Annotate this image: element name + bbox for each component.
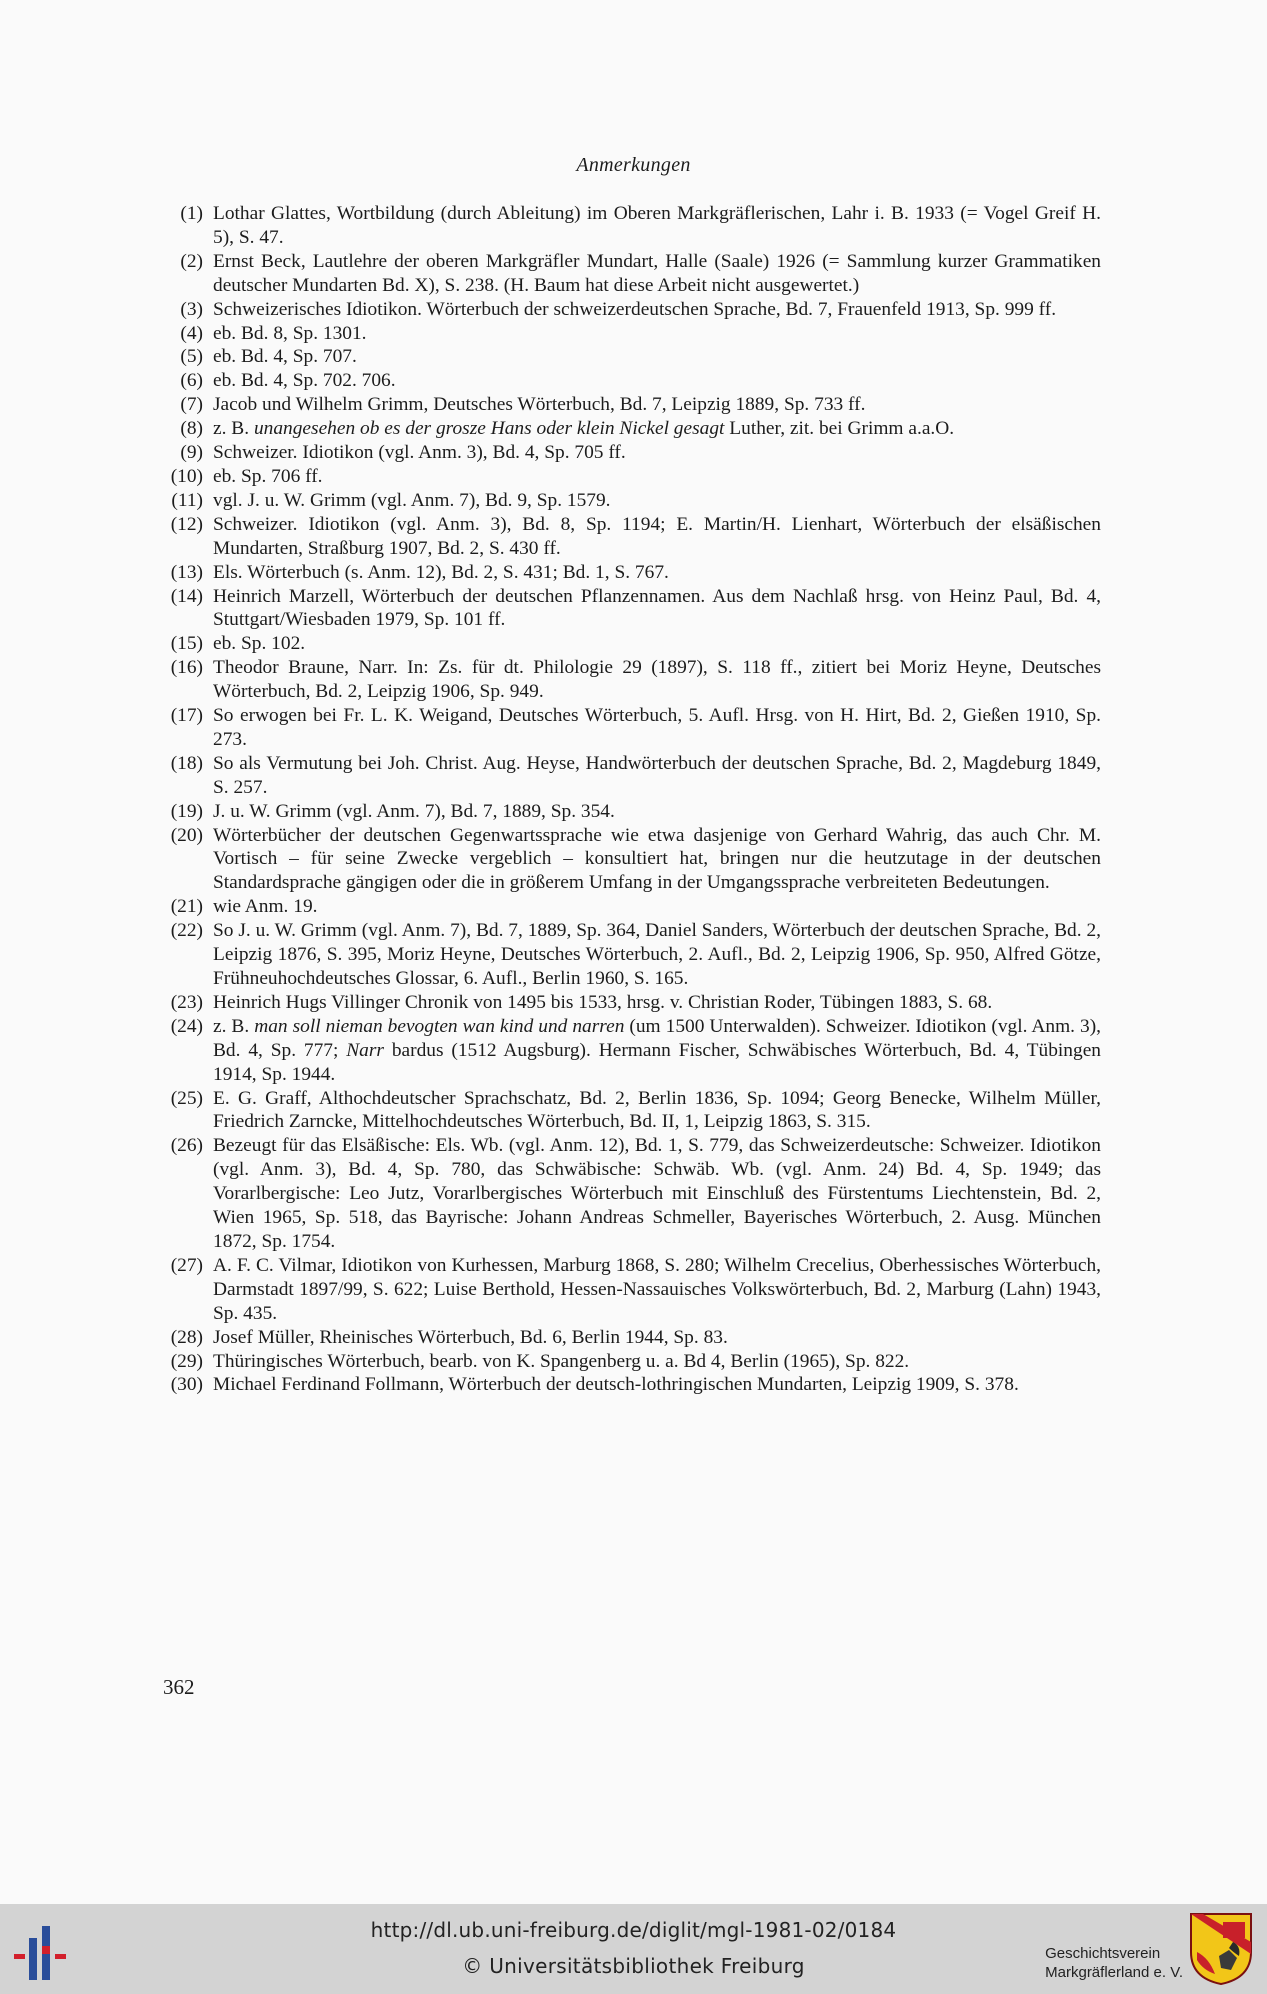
endnote-italic-quote: Narr: [346, 1039, 384, 1061]
endnote-text: eb. Sp. 706 ff.: [213, 465, 323, 487]
endnote-number: (9): [180, 442, 203, 464]
page-number: 362: [163, 1675, 195, 1699]
endnote-text: Heinrich Hugs Villinger Chronik von 1495 bis 1533, hrsg. v. Christian Roder, Tübingen 1883, S. 68.: [213, 991, 993, 1013]
endnote-number: (26): [170, 1135, 203, 1157]
endnote-number: (6): [180, 370, 203, 392]
endnote-number: (21): [170, 896, 203, 918]
endnote-item: [160, 1350, 1101, 1374]
endnote-number: (18): [170, 752, 203, 774]
endnote-text: J. u. W. Grimm (vgl. Anm. 7), Bd. 7, 1889, Sp. 354.: [213, 800, 615, 822]
society-name-line2: Markgräflerland e. V.: [1045, 1964, 1183, 1981]
endnote-number: (12): [170, 513, 203, 535]
endnote-text: [213, 1015, 1101, 1087]
endnote-number: (20): [170, 824, 203, 846]
endnote-number: (11): [171, 489, 203, 511]
endnote-text: Schweizerisches Idiotikon. Wörterbuch der schweizerdeutschen Sprache, Bd. 7, Frauenfeld 1913, Sp. 999 ff.: [213, 298, 1057, 320]
endnote-number: (10): [170, 465, 203, 487]
endnote-item: [160, 1254, 1101, 1326]
society-name: [1045, 1944, 1183, 1982]
endnote-item: [160, 345, 1101, 369]
endnote-item: [160, 393, 1101, 417]
endnote-text-part: Luther, zit. bei Grimm a.a.O.: [724, 418, 955, 440]
endnote-text: eb. Bd. 8, Sp. 1301.: [213, 322, 367, 344]
endnote-number: (2): [180, 250, 203, 272]
endnote-number: (8): [180, 418, 203, 440]
endnote-number: (22): [170, 920, 203, 942]
endnote-text: eb. Bd. 4, Sp. 702. 706.: [213, 370, 396, 392]
endnote-item: [160, 895, 1101, 919]
endnote-text: Ernst Beck, Lautlehre der oberen Markgräfler Mundart, Halle (Saale) 1926 (= Sammlung kurzer Grammatiken deutscher Mundarten Bd. X), S. 238. (H. Baum hat diese Arbeit nicht ausgewertet.): [213, 250, 1101, 296]
endnote-item: [160, 298, 1101, 322]
endnote-text-part: z. B.: [213, 418, 254, 440]
endnote-text: [213, 417, 1101, 441]
endnote-number: (28): [170, 1326, 203, 1348]
endnote-text-part: bardus (1512 Augsburg). Hermann Fischer, Schwäbisches Wörterbuch, Bd. 4, Tübingen 1914, Sp. 1944.: [213, 1039, 1101, 1085]
endnote-item: [160, 202, 1101, 250]
endnote-text-part: (um 1500 Unterwalden). Schweizer. Idiotikon (vgl. Anm. 3), Bd. 4, Sp. 777;: [213, 1015, 1102, 1061]
endnote-number: (4): [180, 322, 203, 344]
endnote-text: Jacob und Wilhelm Grimm, Deutsches Wörterbuch, Bd. 7, Leipzig 1889, Sp. 733 ff.: [213, 394, 866, 416]
endnote-item: [160, 441, 1101, 465]
endnote-item: [160, 585, 1101, 633]
endnote-item: [160, 561, 1101, 585]
endnote-item: [160, 800, 1101, 824]
endnote-item: [160, 1326, 1101, 1350]
endnotes-list: [160, 202, 1101, 1397]
endnote-text: Lothar Glattes, Wortbildung (durch Ableitung) im Oberen Markgräflerischen, Lahr i. B. 1933 (= Vogel Greif H. 5), S. 47.: [213, 203, 1101, 248]
endnote-text: wie Anm. 19.: [213, 896, 318, 918]
endnote-item: [160, 704, 1101, 752]
endnote-text: So als Vermutung bei Joh. Christ. Aug. Heyse, Handwörterbuch der deutschen Sprache, Bd. 2, Magdeburg 1849, S. 257.: [213, 752, 1101, 798]
endnote-text: eb. Sp. 102.: [213, 633, 306, 655]
endnote-italic-quote: unangesehen ob es der grosze Hans oder klein Nickel gesagt: [253, 418, 725, 440]
endnote-item: [160, 465, 1101, 489]
endnote-item: [160, 1015, 1101, 1087]
endnote-text: So erwogen bei Fr. L. K. Weigand, Deutsches Wörterbuch, 5. Aufl. Hrsg. von H. Hirt, Bd. 2, Gießen 1910, Sp. 273.: [213, 705, 1101, 750]
endnote-number: (30): [170, 1374, 203, 1396]
endnote-item: [160, 322, 1101, 346]
endnote-item: [160, 513, 1101, 561]
endnote-text: Bezeugt für das Elsäßische: Els. Wb. (vgl. Anm. 12), Bd. 1, S. 779, das Schweizerdeutsche: Schweizer. Idiotikon (vgl. Anm. 3), Bd. 4, Sp. 780, das Schwäbische: Schwäb. Wb. (vgl. Anm. 24) Bd. 4, Sp. 1949; das Vorarlbergische: Leo Jutz, Vorarlbergisches Wörterbuch mit Einschluß des Fürstentums Liechtenstein, Bd. 2, Wien 1965, Sp. 518, das Bayrische: Johann Andreas Schmeller, Bayerisches Wörterbuch, 2. Ausg. München 1872, Sp. 1754.: [213, 1135, 1101, 1252]
endnote-text: vgl. J. u. W. Grimm (vgl. Anm. 7), Bd. 9, Sp. 1579.: [213, 489, 611, 511]
endnote-text: Theodor Braune, Narr. In: Zs. für dt. Philologie 29 (1897), S. 118 ff., zitiert bei Moriz Heyne, Deutsches Wörterbuch, Bd. 2, Leipzig 1906, Sp. 949.: [213, 657, 1101, 703]
endnote-item: [160, 632, 1101, 656]
endnote-number: (15): [170, 633, 203, 655]
endnote-text: Thüringisches Wörterbuch, bearb. von K. Spangenberg u. a. Bd 4, Berlin (1965), Sp. 822.: [213, 1350, 910, 1372]
endnote-text: eb. Bd. 4, Sp. 707.: [213, 346, 357, 368]
footer-url-link[interactable]: http://dl.ub.uni-freiburg.de/diglit/mgl-1981-02/0184: [370, 1918, 897, 1942]
endnote-text: Wörterbücher der deutschen Gegenwartssprache wie etwa dasjenige von Gerhard Wahrig, das auch Chr. M. Vortisch – für seine Zwecke vergeblich – konsultiert hat, bringen nur die heutzutage in der deutschen Standardsprache gängigen oder die in größerem Umfang in der Umgangssprache verbreiteten Bedeutungen.: [213, 824, 1101, 894]
endnote-number: (17): [170, 705, 203, 727]
endnote-text: Schweizer. Idiotikon (vgl. Anm. 3), Bd. 8, Sp. 1194; E. Martin/H. Lienhart, Wörterbuch der elsäßischen Mundarten, Straßburg 1907, Bd. 2, S. 430 ff.: [213, 513, 1101, 559]
endnote-text: Josef Müller, Rheinisches Wörterbuch, Bd. 6, Berlin 1944, Sp. 83.: [213, 1326, 728, 1348]
endnote-text: Schweizer. Idiotikon (vgl. Anm. 3), Bd. 4, Sp. 705 ff.: [213, 442, 626, 464]
endnote-number: (1): [180, 203, 203, 224]
endnote-item: [160, 1373, 1101, 1397]
endnote-number: (7): [180, 394, 203, 416]
endnote-item: [160, 824, 1101, 896]
endnote-item: [160, 417, 1101, 441]
endnote-item: [160, 369, 1101, 393]
endnote-number: (5): [180, 346, 203, 368]
footer-bar: [0, 1904, 1267, 1994]
endnote-item: [160, 991, 1101, 1015]
endnote-item: [160, 1087, 1101, 1135]
endnote-number: (27): [170, 1254, 203, 1276]
endnote-italic-quote: man soll nieman bevogten wan kind und narren: [254, 1015, 625, 1037]
endnote-text-part: z. B.: [213, 1015, 255, 1037]
endnote-item: [160, 250, 1101, 298]
endnote-item: [160, 1134, 1101, 1254]
endnote-number: (19): [170, 800, 203, 822]
endnote-number: (25): [170, 1087, 203, 1109]
endnote-number: (3): [180, 298, 203, 320]
endnote-number: (23): [170, 991, 203, 1013]
society-name-line1: Geschichtsverein: [1045, 1945, 1161, 1962]
endnote-item: [160, 656, 1101, 704]
endnote-number: (24): [170, 1015, 203, 1037]
endnote-number: (14): [170, 585, 203, 607]
running-head: Anmerkungen: [576, 154, 691, 176]
endnote-item: [160, 752, 1101, 800]
endnote-item: [160, 919, 1101, 991]
endnote-text: A. F. C. Vilmar, Idiotikon von Kurhessen, Marburg 1868, S. 280; Wilhelm Crecelius, Oberhessisches Wörterbuch, Darmstadt 1897/99, S. 622; Luise Berthold, Hessen-Nassauisches Volkswörterbuch, Bd. 2, Marburg (Lahn) 1943, Sp. 435.: [213, 1254, 1101, 1324]
footer-copyright: © Universitätsbibliothek Freiburg: [462, 1954, 805, 1978]
coat-of-arms-icon[interactable]: [1189, 1912, 1253, 1986]
endnote-number: (13): [170, 561, 203, 583]
endnote-item: [160, 489, 1101, 513]
endnote-number: (16): [170, 657, 203, 679]
endnote-text: Michael Ferdinand Follmann, Wörterbuch der deutsch-lothringischen Mundarten, Leipzig 1909, S. 378.: [213, 1374, 1019, 1396]
endnote-text: So J. u. W. Grimm (vgl. Anm. 7), Bd. 7, 1889, Sp. 364, Daniel Sanders, Wörterbuch der deutschen Sprache, Bd. 2, Leipzig 1876, S. 395, Moriz Heyne, Deutsches Wörterbuch, 2. Aufl., Bd. 2, Leipzig 1906, Sp. 950, Alfred Götze, Frühneuhochdeutsches Glossar, 6. Aufl., Berlin 1960, S. 165.: [213, 920, 1101, 989]
endnote-text: Heinrich Marzell, Wörterbuch der deutschen Pflanzennamen. Aus dem Nachlaß hrsg. von Heinz Paul, Bd. 4, Stuttgart/Wiesbaden 1979, Sp. 101 ff.: [213, 585, 1101, 631]
endnote-number: (29): [170, 1350, 203, 1372]
endnote-text: E. G. Graff, Althochdeutscher Sprachschatz, Bd. 2, Berlin 1836, Sp. 1094; Georg Benecke, Wilhelm Müller, Friedrich Zarncke, Mittelhochdeutsches Wörterbuch, Bd. II, 1, Leipzig 1863, S. 315.: [213, 1087, 1101, 1133]
endnote-text: Els. Wörterbuch (s. Anm. 12), Bd. 2, S. 431; Bd. 1, S. 767.: [213, 561, 669, 583]
